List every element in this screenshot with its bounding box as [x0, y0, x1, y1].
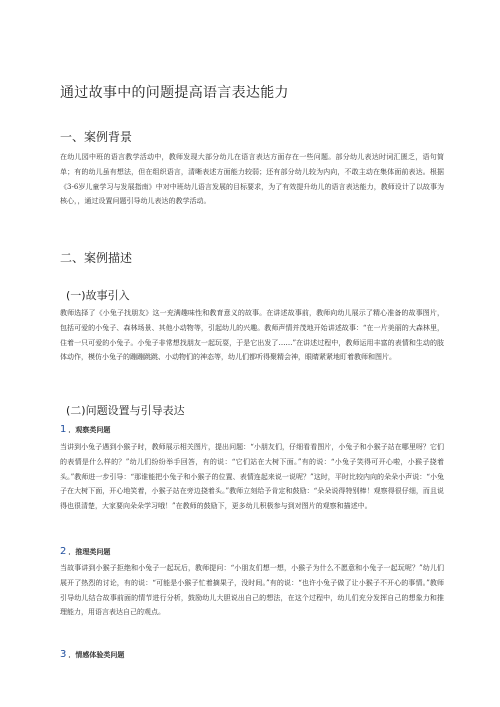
item-heading-reasoning [60, 546, 110, 557]
section-heading-background: 一、案例背景 [60, 130, 133, 144]
item-label: ．情感体验类问题 [68, 651, 125, 659]
document-title: 通过故事中的问题提高语言表达能力 [60, 85, 289, 101]
item-heading-emotion [60, 649, 124, 660]
item-label: ．推理类问题 [68, 548, 111, 556]
observation-paragraph: 当讲到小兔子遇到小猴子时，教师展示相关图片，提出问题：“小朋友们，仔细看看图片，小兔子和小猴子站在哪里呀？它们的表情是什么样的？”幼儿们纷纷举手回答，有的说：“它们站在大树下面。”有的说：“小兔子笑得可开心啦，小猴子挠着头。”教师进一步引导：“那谁能把小兔子和小猴子的位置、表情连起来说一说呢？”这时，平时比较内向的朵朵小声说：“小兔子在大树下面，开心地笑着，小猴子站在旁边挠着头。”教师立刻给予肯定和鼓励：“朵朵说得特别棒！观察得很仔细，而且说得也很清楚，大家要向朵朵学习哦！”在教师的鼓励下，更多幼儿积极参与到对图片的观察和描述中。 [60, 443, 444, 511]
section-heading-description: 二、案例描述 [60, 251, 133, 265]
subsection-heading-story-intro: (一)故事引入 [66, 289, 130, 302]
story-intro-paragraph: 教师选择了《小兔子找朋友》这一充满趣味性和教育意义的故事。在讲述故事前，教师向幼儿展示了精心准备的故事图片，包括可爱的小兔子、森林场景、其他小动物等，引起幼儿的兴趣。教师声情并茂地开始讲述故事：“在一片美丽的大森林里，住着一只可爱的小兔子。小兔子非常想找朋友一起玩耍，于是它出发了……”在讲述过程中，教师运用丰富的表情和生动的肢体动作，模仿小兔子的蹦蹦跳跳、小动物们的神态等，幼儿们都听得聚精会神，眼睛紧紧地盯着教师和图片。 [60, 309, 444, 362]
reasoning-paragraph: 当故事讲到小猴子拒绝和小兔子一起玩后，教师提问：“小朋友们想一想，小猴子为什么不愿意和小兔子一起玩呢？”幼儿们展开了热烈的讨论，有的说：“可能是小猴子忙着摘果子，没时间。”有的说：“也许小兔子做了让小猴子不开心的事情。”教师引导幼儿结合故事前面的情节进行分析，鼓励幼儿大胆说出自己的想法，在这个过程中，幼儿们充分发挥自己的想象力和推理能力，用语言表达自己的观点。 [60, 564, 444, 617]
item-label: ．观察类问题 [68, 426, 111, 434]
item-number: 1 [60, 424, 67, 435]
item-number: 3 [60, 649, 67, 660]
item-heading-observation [60, 424, 110, 435]
background-paragraph: 在幼儿园中班的语言教学活动中，教师发现大部分幼儿在语言表达方面存在一些问题。部分幼儿表达时词汇匮乏，语句简单；有的幼儿虽有想法，但在组织语言，清晰表述方面能力较弱；还有部分幼儿较为内向，不敢主动在集体面前表达。根据《3-6岁儿童学习与发展指南》中对中班幼儿语言发展的目标要求，为了有效提升幼儿的语言表达能力，教师设计了以故事为核心，，通过设置问题引导幼儿表达的教学活动。 [60, 153, 444, 206]
item-number: 2 [60, 546, 67, 557]
subsection-heading-questions: (二)问题设置与引导表达 [66, 404, 185, 417]
